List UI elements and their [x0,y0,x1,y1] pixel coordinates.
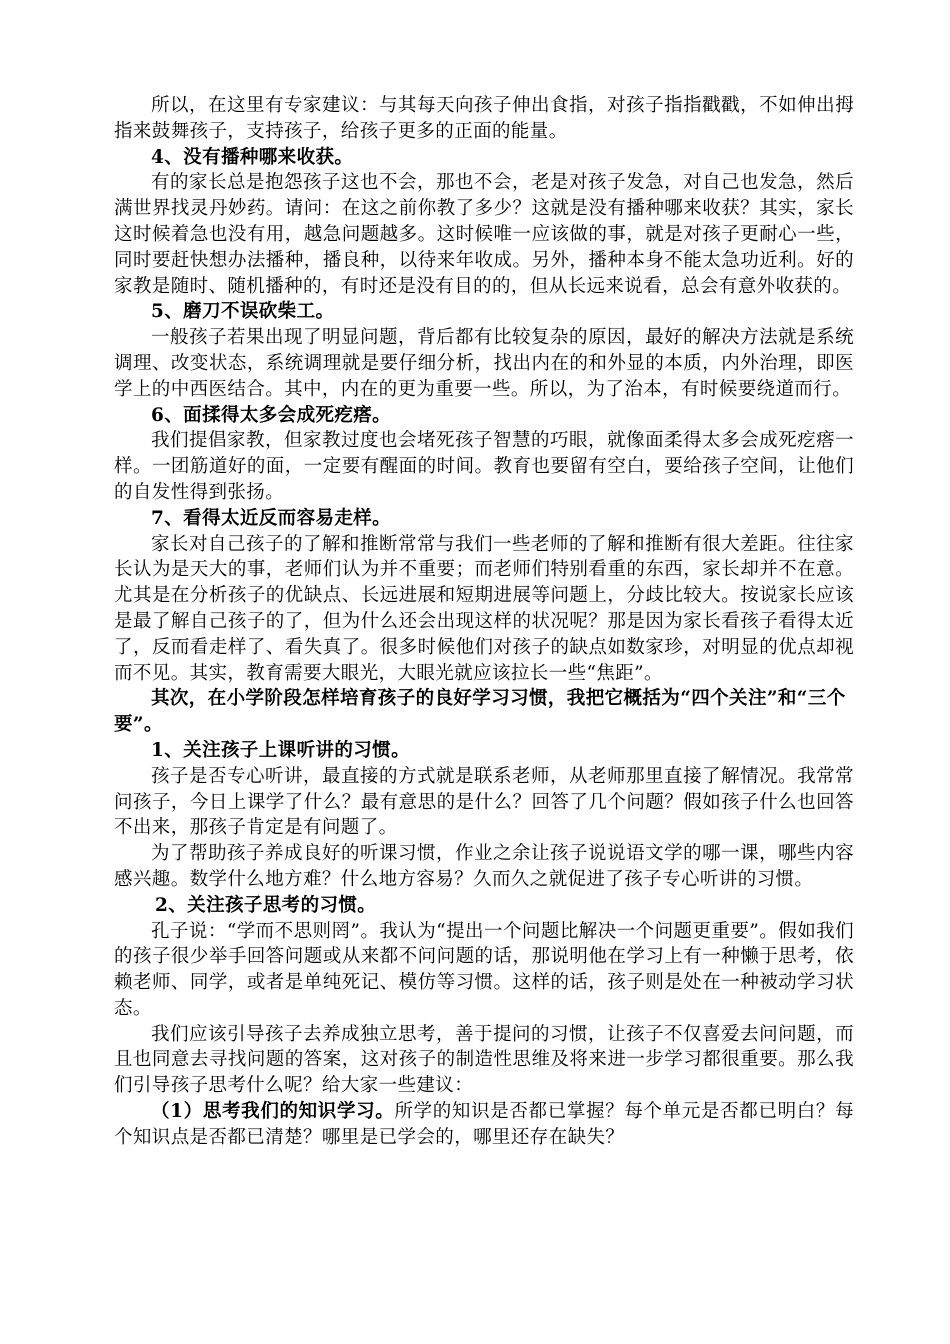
paragraph-body: 所学的知识是否都已掌握？每个单元是否都已明白？每个知识点是否都已清楚？哪里是已学会的，哪里还存在缺失？ [114,1101,854,1148]
paragraph: 所以，在这里有专家建议：与其每天向孩子伸出食指，对孩子指指戳戳，不如伸出拇指来鼓舞孩子，支持孩子，给孩子更多的正面的能量。 [114,95,854,142]
paragraph: 一般孩子若果出现了明显问题，背后都有比较复杂的原因，最好的解决方法就是系统调理、改变状态，系统调理就是要仔细分析，找出内在的和外显的本质，内外治理，即医学上的中西医结合。其中，内在的更为重要一些。所以，为了治本，有时候要绕道而行。 [114,327,854,400]
paragraph: 家长对自己孩子的了解和推断常常与我们一些老师的了解和推断有很大差距。往往家长认为是天大的事，老师们认为并不重要；而老师们特别看重的东西，家长却并不在意。尤其是在分析孩子的优缺点、长远进展和短期进展等问题上，分歧比较大。按说家长应该是最了解自己孩子的了，但为什么还会出现这样的状况呢？那是因为家长看孩子看得太近了，反而看走样了、看失真了。很多时候他们对孩子的缺点如数家珍，对明显的优点却视而不见。其实，教育需要大眼光，大眼光就应该拉长一些“焦距”。 [114,533,854,684]
section-heading: 1、关注孩子上课听讲的习惯。 [151,739,410,761]
section-heading: 2、关注孩子思考的习惯。 [155,894,377,916]
section-heading: 6、面揉得太多会成死疙瘩。 [151,404,392,426]
section-heading: 5、磨刀不误砍柴工。 [151,301,335,323]
paragraph: 为了帮助孩子养成良好的听课习惯，作业之余让孩子说说语文学的哪一课，哪些内容感兴趣。数学什么地方难？什么地方容易？久而久之就促进了孩子专心听讲的习惯。 [114,843,854,890]
paragraph: 我们提倡家教，但家教过度也会堵死孩子智慧的巧眼，就像面柔得太多会成死疙瘩一样。一团筋道好的面，一定要有醒面的时间。教育也要留有空白，要给孩子空间，让他们的自发性得到张扬。 [114,430,854,503]
paragraph: 孔子说：“学而不思则罔”。我认为“提出一个问题比解决一个问题更重要”。假如我们的孩子很少举手回答问题或从来都不问问题的话，那说明他在学习上有一种懒于思考，依赖老师、同学，或者是单纯死记、模仿等习惯。这样的话，孩子则是处在一种被动学习状态。 [114,920,854,1019]
section-heading: 7、看得太近反而容易走样。 [151,507,392,529]
paragraph [114,1099,854,1151]
paragraph-lead: （1）思考我们的知识学习。 [151,1101,395,1123]
section-heading: 4、没有播种哪来收获。 [151,146,354,168]
paragraph: 有的家长总是抱怨孩子这也不会，那也不会，老是对孩子发急，对自己也发急，然后满世界找灵丹妙药。请问：在这之前你教了多少？这就是没有播种哪来收获？其实，家长这时候着急也没有用，越急问题越多。这时候唯一应该做的事，就是对孩子更耐心一些，同时要赶快想办法播种，播良种，以待来年收成。另外，播种本身不能太急功近利。好的家教是随时、随机播种的，有时还是没有目的的，但从长远来说看，总会有意外收获的。 [114,172,854,297]
paragraph: 孩子是否专心听讲，最直接的方式就是联系老师，从老师那里直接了解情况。我常常问孩子，今日上课学了什么？最有意思的是什么？回答了几个问题？假如孩子什么也回答不出来，那孩子肯定是有问题了。 [114,765,854,839]
paragraph: 我们应该引导孩子去养成独立思考，善于提问的习惯，让孩子不仅喜爱去问问题，而且也同意去寻找问题的答案，这对孩子的制造性思维及将来进一步学习都很重要。那么我们引导孩子思考什么呢？给大家一些建议： [114,1023,854,1097]
section-heading: 其次，在小学阶段怎样培育孩子的良好学习习惯，我把它概括为“四个关注”和“三个要”。 [114,688,846,736]
